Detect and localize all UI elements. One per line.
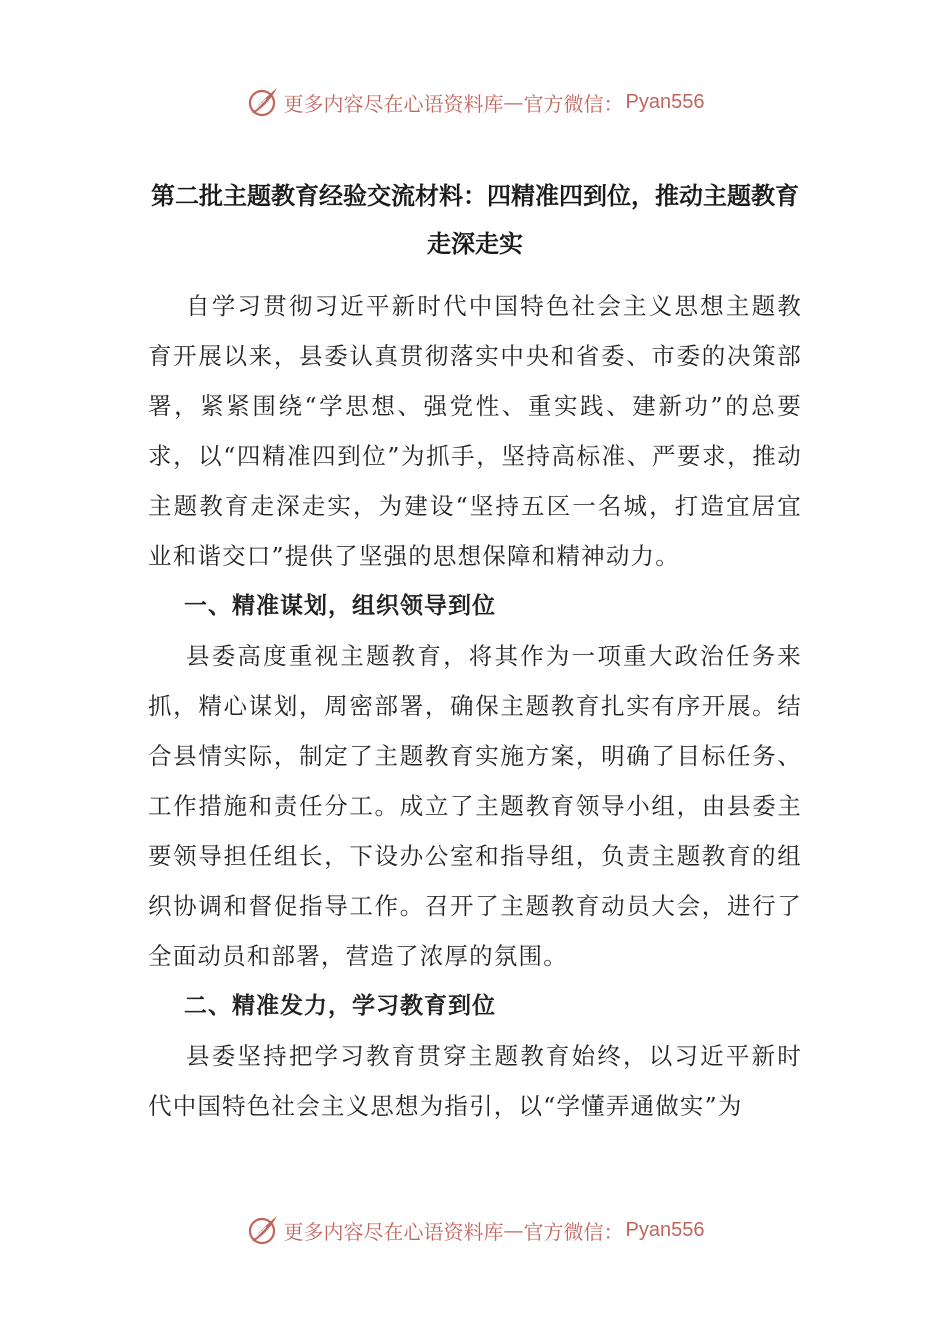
banner-wechat-id: Pyan556: [625, 90, 705, 113]
document-title: 第二批主题教育经验交流材料：四精准四到位，推动主题教育走深走实: [151, 182, 799, 258]
document-body: [148, 281, 802, 1131]
paragraph-section-1: 县委高度重视主题教育，将其作为一项重大政治任务来抓，精心谋划，周密部署，确保主题教育扎实有序开展。结合县情实际，制定了主题教育实施方案，明确了目标任务、工作措施和责任分工。成立了主题教育领导小组，由县委主要领导担任组长，下设办公室和指导组，负责主题教育的组织协调和督促指导工作。召开了主题教育动员大会，进行了全面动员和部署，营造了浓厚的氛围。: [148, 642, 802, 970]
banner-separator: —: [503, 90, 524, 114]
paragraph-section-2: 县委坚持把学习教育贯穿主题教育始终，以习近平新时代中国特色社会主义思想为指引，以“学懂弄通做实”为: [148, 1042, 802, 1120]
section-heading-1: 一、精准谋划，组织领导到位: [184, 593, 496, 619]
paragraph-intro: 自学习贯彻习近平新时代中国特色社会主义思想主题教育开展以来，县委认真贯彻落实中央和省委、市委的决策部署，紧紧围绕“学思想、强党性、重实践、建新功”的总要求，以“四精准四到位”为抓手，坚持高标准、严要求，推动主题教育走深走实，为建设“坚持五区一名城，打造宜居宜业和谐交口”提供了坚强的思想保障和精神动力。: [148, 292, 802, 570]
section-heading-2: 二、精准发力，学习教育到位: [184, 993, 496, 1019]
quill-logo-icon: [246, 85, 280, 119]
banner-separator: —: [503, 1218, 524, 1242]
header-watermark: [0, 82, 950, 122]
banner-wechat-label: 官方微信：: [523, 1219, 624, 1244]
banner-wechat-label: 官方微信：: [523, 91, 624, 116]
banner-main-text: 更多内容尽在心语资料库: [283, 1219, 504, 1244]
banner-wechat-id: Pyan556: [625, 1218, 705, 1241]
quill-logo-icon: [246, 1213, 280, 1247]
banner-main-text: 更多内容尽在心语资料库: [283, 91, 504, 116]
footer-watermark: [0, 1210, 950, 1250]
